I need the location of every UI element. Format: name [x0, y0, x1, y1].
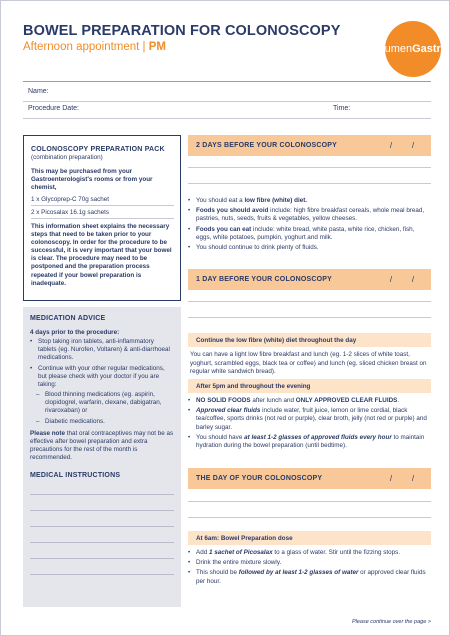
bullet-text: Add — [196, 549, 209, 556]
subheading-text: Continue the low fibre (white) diet throughout the day — [196, 336, 357, 344]
pack-purchase-note: This may be purchased from your Gastroenterologist's rooms or from your chemist, — [31, 168, 153, 192]
date-slash: / — [389, 141, 393, 150]
day-of-date-field[interactable] — [380, 474, 424, 483]
page-subtitle — [23, 41, 166, 53]
one-day-paragraph: You can have a light low fibre breakfast and lunch (eg. 1-2 slices of white toast, yoghurt, scrambled eggs, black tea or coffee) and lunch (eg. sliced chicken breast on regular white sandwich bread). — [190, 351, 427, 375]
one-day-title: 1 DAY BEFORE YOUR COLONOSCOPY — [196, 276, 332, 283]
advice-note — [30, 430, 174, 463]
bullet-bold: at least 1-2 glasses of approved fluids every hour — [244, 433, 392, 441]
bullet-text: include: white bread, white pasta, white rice, chicken, fish, eggs, white potatoes, pumpkin, yoghurt and milk. — [196, 225, 415, 241]
instruction-line[interactable] — [30, 526, 174, 527]
two-days-bullet-1 — [188, 197, 431, 205]
write-line[interactable] — [188, 317, 431, 318]
day-of-list — [188, 549, 431, 588]
advice-bullet-2: • Continue with your other regular medications, but please check with your doctor if you are taking: — [30, 365, 174, 390]
one-day-date-field[interactable] — [380, 275, 424, 284]
two-days-band — [188, 135, 431, 156]
advice-note-bold: Please note — [30, 429, 65, 437]
subtitle-pm: PM — [148, 41, 166, 53]
bullet-bold: NO SOLID FOODS — [196, 397, 251, 404]
instruction-line[interactable] — [30, 494, 174, 495]
medication-advice-title: MEDICATION ADVICE — [30, 315, 106, 322]
pack-item-glycoprep: 1 x Glycoprep-C 70g sachet — [31, 193, 174, 206]
write-line[interactable] — [188, 167, 431, 168]
procedure-date-label: Procedure Date: — [28, 105, 79, 112]
advice-bullet-1: • Stop taking iron tablets, anti-inflammatory tablets (eg. Nurofen, Voltaren) & anti-diarrhoeal medications. — [30, 338, 174, 363]
two-days-date-field[interactable] — [380, 141, 424, 150]
procedure-date-line[interactable] — [23, 118, 431, 119]
day-of-bullet-3 — [188, 569, 431, 585]
date-slash: / — [411, 141, 415, 150]
pack-item-picosalax: 2 x Picosalax 16.1g sachets — [31, 206, 174, 219]
bullet-bold: Foods you should avoid — [196, 207, 269, 215]
one-day-bullet-1 — [188, 397, 431, 405]
write-line[interactable] — [188, 183, 431, 184]
pack-title: COLONOSCOPY PREPARATION PACK — [31, 146, 165, 153]
day-of-band — [188, 468, 431, 489]
preparation-pack-box — [23, 135, 181, 301]
bullet-text: . — [397, 397, 400, 404]
instruction-line[interactable] — [30, 542, 174, 543]
bullet-text: after lunch and — [250, 397, 296, 404]
date-slash: / — [389, 275, 393, 284]
write-line[interactable] — [188, 301, 431, 302]
day-of-title: THE DAY OF YOUR COLONOSCOPY — [196, 475, 323, 482]
medical-instructions-title: MEDICAL INSTRUCTIONS — [30, 472, 121, 480]
one-day-subheading-1 — [188, 333, 431, 347]
subheading-text: After 5pm and throughout the evening — [196, 382, 311, 390]
subtitle-text: Afternoon appointment | — [23, 41, 149, 53]
advice-dash-1: – Blood thinning medications (eg. aspirin, clopidogrel, warfarin, clexane, dabigatran, rivaroxaban) or — [36, 391, 174, 416]
write-line[interactable] — [188, 517, 431, 518]
date-slash: / — [411, 275, 415, 284]
bullet-bold: 1 sachet of Picosalax — [208, 549, 273, 556]
lumen-gastro-logo — [378, 21, 448, 77]
day-of-bullet-1 — [188, 549, 431, 557]
bullet-text: You should eat a — [196, 197, 245, 204]
subheading-text: At 6am: Bowel Preparation dose — [196, 534, 293, 542]
header-divider — [23, 81, 431, 82]
continue-over-page: Please continue over the page > — [351, 619, 431, 625]
advice-dash-2: – Diabetic medications. — [36, 418, 174, 426]
bullet-text: include: high fibre breakfast cereals, whole meal bread, pastries, nuts, seeds, fruits & vegetables, yellow cheeses. — [196, 207, 425, 223]
advice-lead: 4 days prior to the procedure: — [30, 329, 120, 336]
one-day-subheading-2 — [188, 379, 431, 393]
date-slash: / — [389, 474, 393, 483]
bullet-bold: Approved clear fluids — [196, 407, 261, 415]
name-line[interactable] — [23, 101, 431, 102]
one-day-bullet-3 — [188, 434, 431, 450]
bullet-text: include water, fruit juice, lemon or lime cordial, black tea/coffee, sports drinks (not red or purple), clear broth, jelly (not red or purple) and barley sugar. — [196, 407, 427, 431]
name-label: Name: — [28, 88, 49, 95]
bullet-bold: ONLY APPROVED CLEAR FLUIDS — [295, 397, 398, 404]
instruction-line[interactable] — [30, 574, 174, 575]
pack-subtitle: (combination preparation) — [31, 154, 103, 161]
bullet-text: You should have — [196, 433, 245, 441]
bullet-text: to a glass of water. Stir until the fizzing stops. — [272, 549, 401, 556]
two-days-title: 2 DAYS BEFORE YOUR COLONOSCOPY — [196, 142, 337, 149]
two-days-bullet-2 — [188, 207, 431, 223]
two-days-bullet-3 — [188, 226, 431, 242]
bullet-bold: Foods you can eat — [196, 225, 252, 233]
logo-gastro: Gastro — [412, 43, 448, 55]
date-slash: / — [411, 474, 415, 483]
instruction-line[interactable] — [30, 558, 174, 559]
one-day-list — [188, 397, 431, 452]
time-label: Time: — [333, 105, 351, 112]
two-days-bullet-4: • You should continue to drink plenty of fluids. — [188, 244, 431, 252]
page-title: BOWEL PREPARATION FOR COLONOSCOPY — [23, 23, 341, 39]
one-day-bullet-2 — [188, 407, 431, 432]
instruction-line[interactable] — [30, 510, 174, 511]
day-of-subheading — [188, 531, 431, 545]
two-days-list — [188, 197, 431, 254]
logo-lumen: Lumen — [378, 43, 413, 55]
advice-note-rest: that oral contraceptives may not be as effective after bowel preparation and extra precautions for the rest of the month is recommended. — [30, 429, 174, 462]
day-of-bullet-2: • Drink the entire mixture slowly. — [188, 559, 431, 567]
bullet-bold: followed by at least 1-2 glasses of water — [238, 569, 359, 577]
bullet-text: or approved clear fluids per hour. — [196, 569, 426, 585]
one-day-band — [188, 269, 431, 290]
bullet-bold: low fibre (white) diet. — [244, 197, 308, 204]
pack-info: This information sheet explains the necessary steps that need to be taken prior to your colonoscopy. In order for the procedure to be successful, it is very important that your bowel is clear. The procedure may need to be postponed and the preparation process repeated if your bowel preparation is inadequate. — [31, 222, 172, 287]
bullet-text: to maintain hydration during the bowel preparation (until bedtime). — [196, 433, 425, 449]
write-line[interactable] — [188, 501, 431, 502]
advice-list — [30, 338, 174, 426]
medication-advice-panel — [23, 307, 181, 607]
bullet-text: This should be — [196, 569, 239, 577]
